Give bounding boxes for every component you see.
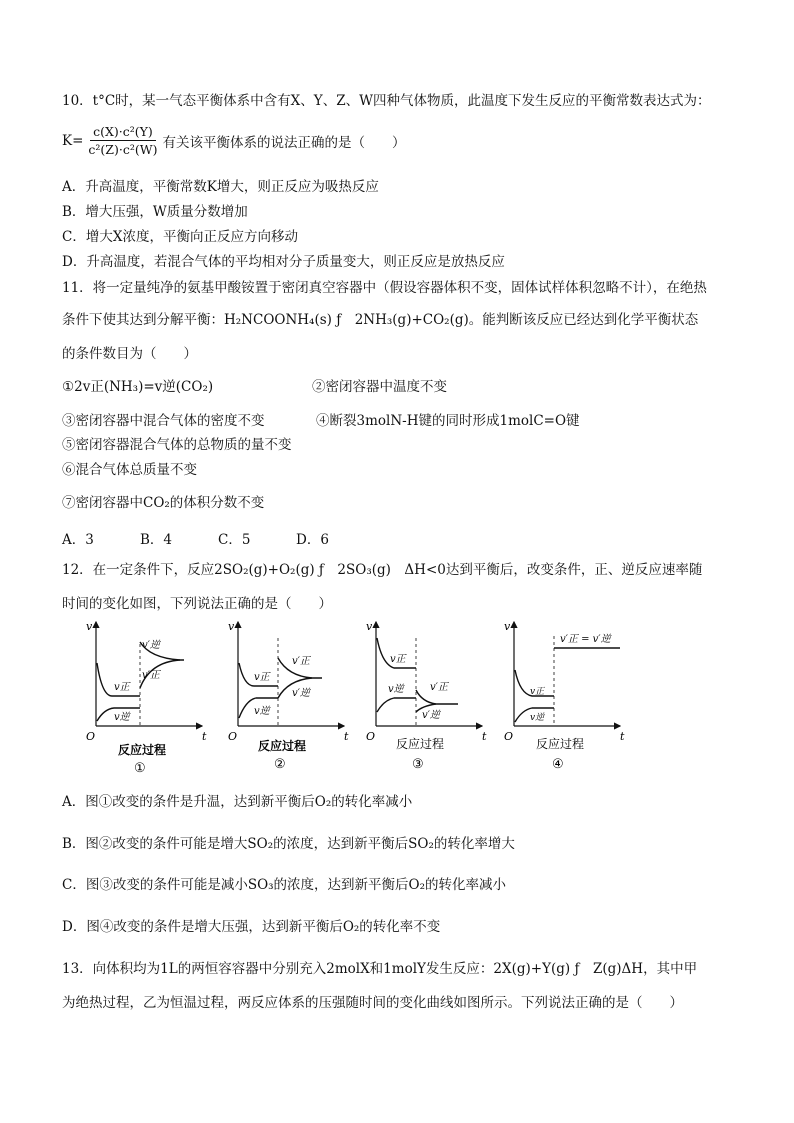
rate-time-graphs — [80, 618, 640, 788]
graph-2-origin: O — [228, 730, 238, 743]
q12-line1: 12．在一定条件下，反应2SO₂(g)+O₂(g) ƒ 2SO₃(g) ΔH<0达到平衡后，改变条件，正、逆反应速率随 — [62, 562, 703, 578]
graph-1-caption: 反应过程 — [118, 743, 167, 757]
graph-4-origin: O — [504, 730, 514, 743]
graph-3-origin: O — [366, 730, 376, 743]
graph-3 — [366, 620, 487, 772]
graph-1-origin: O — [86, 730, 96, 743]
q10-option-c: C．增大X浓度，平衡向正反应方向移动 — [62, 229, 298, 245]
q11-line2: 条件下使其达到分解平衡：H₂NCOONH₄(s) ƒ 2NH₃(g)+CO₂(g)。能判断该反应已经达到化学平衡状态 — [62, 312, 699, 328]
graph-2-caption: 反应过程 — [258, 739, 307, 753]
graph-1-label-v1-zheng: v′正 — [142, 670, 160, 681]
graph-3-axis-t: t — [482, 730, 487, 743]
graph-2-label-v-zheng: v正 — [254, 672, 270, 683]
graph-3-label-v-ni: v逆 — [388, 684, 404, 695]
q11-condition-3: ③密闭容器中混合气体的密度不变 — [62, 413, 265, 429]
q11-condition-2: ②密闭容器中温度不变 — [312, 379, 447, 395]
graph-3-label-v1-ni: v′逆 — [422, 710, 440, 721]
q11-line3: 的条件数目为（ ） — [62, 346, 197, 362]
graph-3-caption: 反应过程 — [396, 737, 445, 751]
graph-2-axis-t: t — [344, 730, 349, 743]
q12-option-a: A．图①改变的条件是升温，达到新平衡后O₂的转化率减小 — [62, 794, 413, 810]
q11-option-c: C．5 — [218, 532, 251, 548]
graph-2-number: ② — [274, 757, 286, 772]
q10-stem: 10．t°C时，某一气态平衡体系中含有X、Y、Z、W四种气体物质，此温度下发生反应的平衡常数表达式为： — [62, 93, 711, 109]
graph-4-caption: 反应过程 — [536, 737, 585, 751]
graph-3-axis-v: v — [366, 620, 373, 633]
graph-2-label-v-ni: v逆 — [254, 706, 270, 717]
q11-condition-6: ⑥混合气体总质量不变 — [62, 462, 197, 478]
q12-option-b: B．图②改变的条件可能是增大SO₂的浓度，达到新平衡后SO₂的转化率增大 — [62, 836, 515, 852]
graph-3-label-v-zheng: v正 — [390, 654, 406, 665]
graph-4-label-v-eq: v′正 = v′逆 — [560, 634, 611, 645]
graph-2-label-v1-zheng: v′正 — [292, 656, 310, 667]
graph-1-label-v1-ni: v′逆 — [142, 640, 160, 651]
graph-3-label-v1-zheng: v′正 — [430, 682, 448, 693]
graph-3-number: ③ — [412, 757, 424, 772]
graph-2 — [228, 620, 349, 772]
q10-stem-tail: 有关该平衡体系的说法正确的是（ ） — [162, 134, 406, 151]
graph-4-axis-t: t — [620, 730, 625, 743]
graph-4-number: ④ — [552, 757, 564, 772]
q13-line1: 13．向体积均为1L的两恒容容器中分别充入2molX和1molY发生反应：2X(g)+Y(g) ƒ Z(g)ΔH，其中甲 — [62, 961, 698, 977]
q10-option-d: D．升高温度，若混合气体的平均相对分子质量变大，则正反应是放热反应 — [62, 254, 505, 270]
q10-option-b: B．增大压强，W质量分数增加 — [62, 204, 248, 220]
k-numerator: c(X)·c²(Y) — [90, 124, 156, 141]
q11-options — [62, 528, 374, 548]
graph-4-axis-v: v — [504, 620, 511, 633]
q12-option-d: D．图④改变的条件是增大压强，达到新平衡后O₂的转化率不变 — [62, 919, 441, 935]
k-label: K= — [62, 132, 84, 149]
graph-1-axis-v: v — [86, 620, 93, 633]
q11-condition-1: ①2v正(NH₃)=v逆(CO₂) — [62, 379, 214, 395]
graph-1-label-v-ni: v逆 — [114, 712, 130, 723]
graph-2-axis-v: v — [228, 620, 235, 633]
q11-line1: 11．将一定量纯净的氨基甲酸铵置于密闭真空容器中（假设容器体积不变，固体试样体积忽略不计），在绝热 — [62, 280, 707, 296]
graph-1-axis-t: t — [202, 730, 207, 743]
q12-line2: 时间的变化如图，下列说法正确的是（ ） — [62, 596, 332, 612]
q12-option-c: C．图③改变的条件可能是减小SO₃的浓度，达到新平衡后O₂的转化率减小 — [62, 877, 507, 893]
graph-1-label-v-zheng: v正 — [114, 682, 130, 693]
graph-1 — [86, 620, 207, 776]
q11-option-b: B．4 — [140, 532, 173, 548]
q13-line2: 为绝热过程，乙为恒温过程，两反应体系的压强随时间的变化曲线如图所示。下列说法正确的是（ ） — [62, 995, 683, 1011]
q11-condition-4: ④断裂3molN-H键的同时形成1molC=O键 — [316, 413, 580, 429]
q11-option-a: A．3 — [62, 532, 94, 548]
q10-k-expression — [62, 124, 405, 157]
q11-option-d: D．6 — [296, 532, 329, 548]
q11-condition-7: ⑦密闭容器中CO₂的体积分数不变 — [62, 495, 265, 511]
graph-2-label-v1-ni: v′逆 — [292, 688, 310, 699]
graph-4-label-v-ni: v逆 — [530, 713, 545, 723]
graph-4 — [504, 620, 625, 772]
k-fraction — [85, 124, 160, 157]
graph-1-number: ① — [134, 761, 146, 776]
graph-4-label-v-zheng: v正 — [530, 687, 545, 697]
k-denominator: c²(Z)·c²(W) — [88, 142, 158, 157]
q10-option-a: A．升高温度，平衡常数K增大，则正反应为吸热反应 — [62, 179, 379, 195]
q11-condition-5: ⑤密闭容器混合气体的总物质的量不变 — [62, 437, 292, 453]
